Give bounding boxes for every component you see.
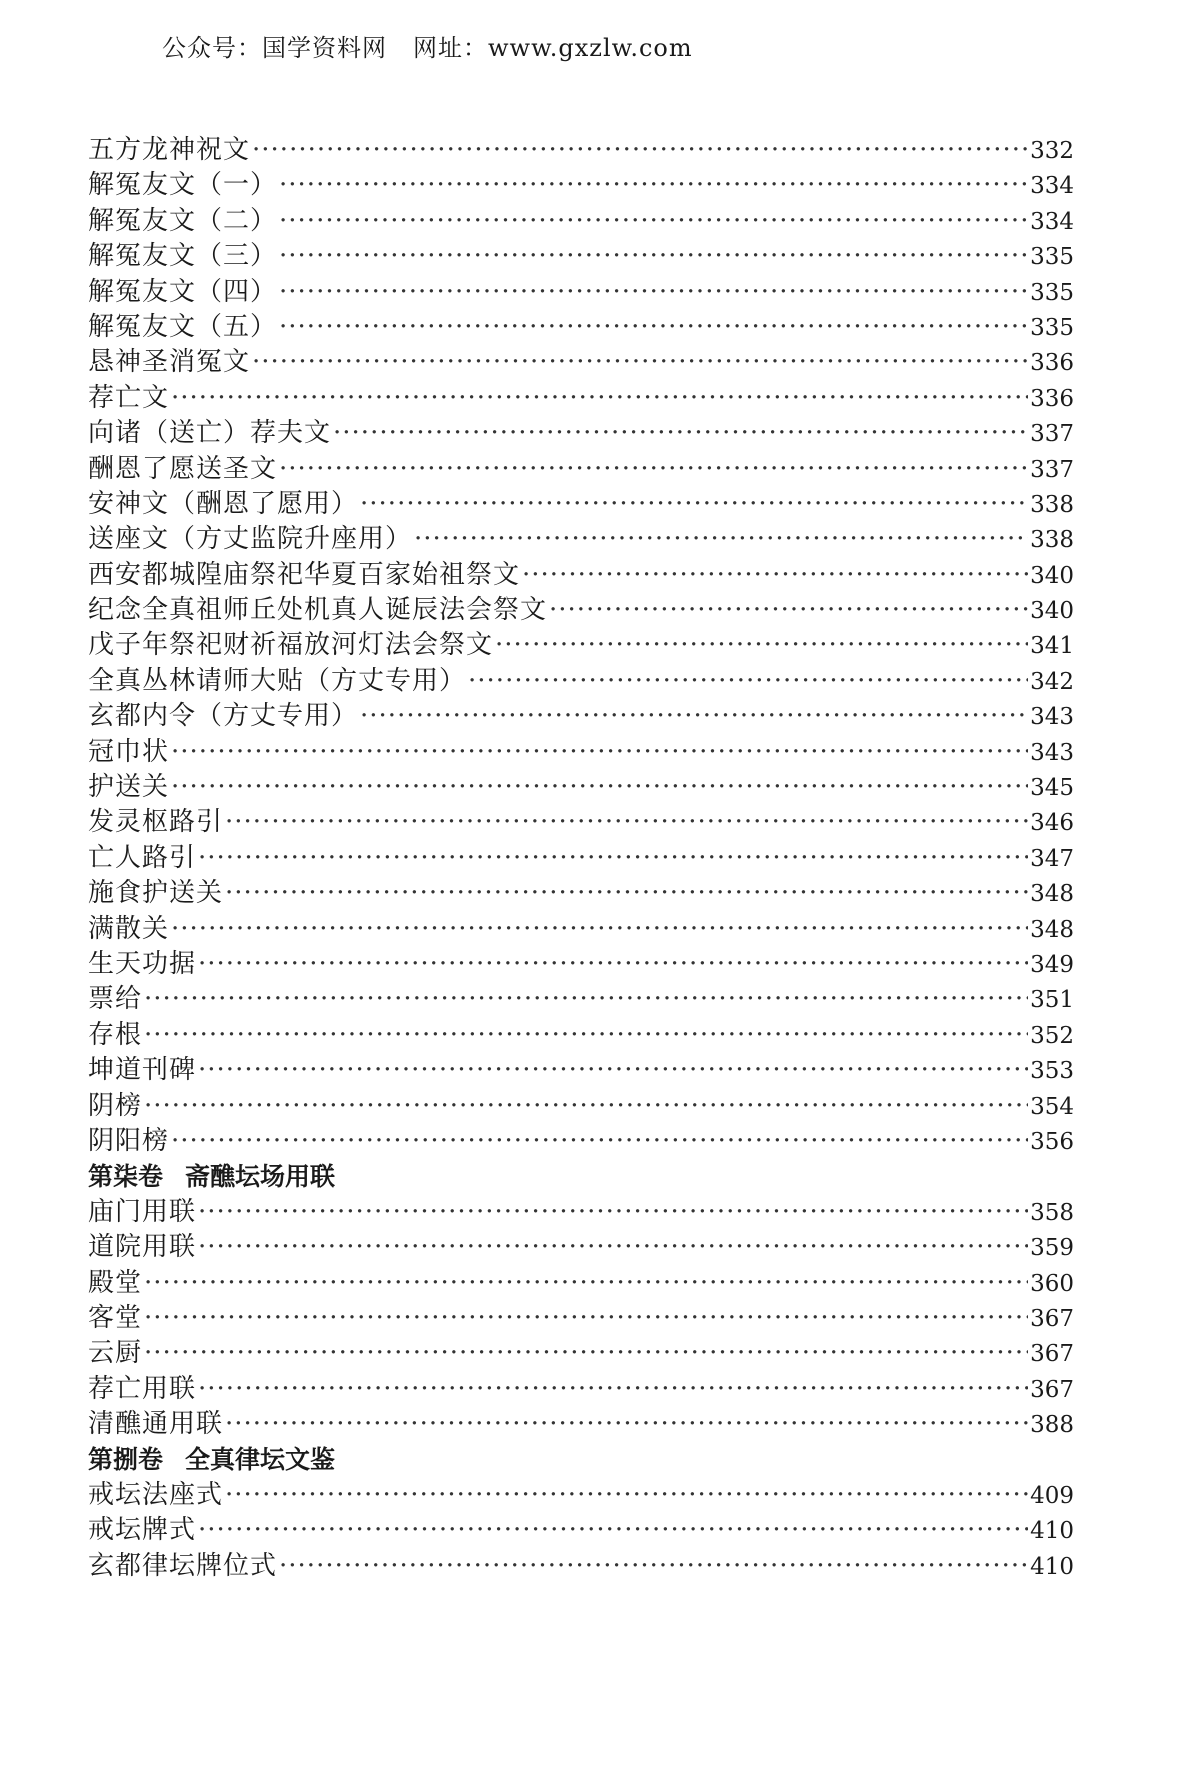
toc-entry-page: 347 [1030, 845, 1074, 872]
toc-entry-title: 玄都内令（方丈专用） [88, 701, 359, 732]
section-volume-number: 第柒卷 [88, 1162, 164, 1192]
toc-entry [88, 416, 1074, 451]
toc-leader-dots [144, 1018, 1028, 1053]
toc-entry-title: 戒坛牌式 [88, 1515, 197, 1546]
toc-entry-page: 410 [1030, 1553, 1074, 1580]
toc-leader-dots [171, 1124, 1028, 1159]
toc-entry-title: 阴阳榜 [88, 1125, 170, 1156]
toc-leader-dots [144, 1301, 1028, 1336]
toc-entry [88, 1336, 1074, 1371]
toc-entry-title: 送座文（方丈监院升座用） [88, 524, 413, 555]
toc-group-1 [88, 133, 1074, 1159]
toc-entry [88, 735, 1074, 770]
toc-entry-title: 阴榜 [88, 1090, 143, 1121]
toc-entry [88, 1089, 1074, 1124]
toc-entry-page: 337 [1030, 421, 1074, 448]
toc-entry [88, 1478, 1074, 1513]
toc-entry-title: 酬恩了愿送圣文 [88, 453, 278, 484]
toc-entry-page: 340 [1030, 598, 1074, 625]
toc-entry [88, 1407, 1074, 1442]
toc-entry-title: 纪念全真祖师丘处机真人诞辰法会祭文 [88, 595, 548, 626]
toc-leader-dots [198, 1053, 1028, 1088]
toc-entry-page: 388 [1030, 1412, 1074, 1439]
toc-entry-page: 360 [1030, 1270, 1074, 1297]
toc-entry [88, 664, 1074, 699]
toc-entry-page: 345 [1030, 775, 1074, 802]
toc-entry-page: 359 [1030, 1235, 1074, 1262]
toc-entry-title: 解冤友文（一） [88, 170, 278, 201]
page-header [162, 28, 693, 63]
toc-leader-dots [279, 452, 1028, 487]
section-volume-title: 全真律坛文鉴 [185, 1445, 336, 1475]
toc-entry [88, 487, 1074, 522]
toc-entry-page: 342 [1030, 668, 1074, 695]
toc-entry-page: 332 [1030, 138, 1074, 164]
toc-entry [88, 912, 1074, 947]
toc-leader-dots [225, 876, 1028, 911]
toc-entry-page: 351 [1030, 987, 1074, 1014]
toc-entry-page: 338 [1030, 527, 1074, 554]
toc-leader-dots [144, 1266, 1028, 1301]
toc-entry [88, 1124, 1074, 1159]
toc-entry-page: 353 [1030, 1058, 1074, 1085]
toc-entry [88, 381, 1074, 416]
toc-entry-title: 护送关 [88, 772, 170, 803]
toc-entry [88, 310, 1074, 345]
toc-entry [88, 522, 1074, 557]
toc-entry-title: 荐亡文 [88, 382, 170, 413]
toc-entry-title: 解冤友文（二） [88, 205, 278, 236]
toc-entry [88, 133, 1074, 168]
toc-entry-title: 解冤友文（四） [88, 276, 278, 307]
toc-entry [88, 1301, 1074, 1336]
toc-entry [88, 628, 1074, 663]
toc-entry [88, 1549, 1074, 1584]
toc-entry-title: 庙门用联 [88, 1196, 197, 1227]
toc-leader-dots [198, 1513, 1028, 1548]
toc-entry [88, 1266, 1074, 1301]
toc-entry [88, 275, 1074, 310]
toc-entry-page: 340 [1030, 562, 1074, 589]
section-heading-vol8 [88, 1442, 1074, 1477]
toc-entry [88, 204, 1074, 239]
toc-entry-page: 336 [1030, 350, 1074, 377]
toc-leader-dots [144, 1336, 1028, 1371]
toc-entry-title: 解冤友文（三） [88, 241, 278, 272]
toc-entry-title: 发灵枢路引 [88, 807, 224, 838]
toc-leader-dots [198, 947, 1028, 982]
toc-leader-dots [198, 841, 1028, 876]
toc-entry [88, 982, 1074, 1017]
toc-leader-dots [198, 1195, 1028, 1230]
toc-leader-dots [360, 699, 1028, 734]
toc-leader-dots [171, 770, 1028, 805]
toc-entry-page: 358 [1030, 1199, 1074, 1226]
toc-entry-page: 367 [1030, 1305, 1074, 1332]
toc-leader-dots [252, 133, 1028, 168]
toc-entry [88, 1053, 1074, 1088]
toc-entry-title: 荐亡用联 [88, 1373, 197, 1404]
toc-leader-dots [252, 345, 1028, 380]
toc-entry-title: 恳神圣消冤文 [88, 347, 251, 378]
toc-entry-page: 337 [1030, 456, 1074, 483]
toc-entry [88, 1513, 1074, 1548]
toc-entry-title: 殿堂 [88, 1267, 143, 1298]
toc-entry [88, 593, 1074, 628]
toc-entry [88, 770, 1074, 805]
toc-entry-title: 安神文（酬恩了愿用） [88, 488, 359, 519]
toc-entry-page: 335 [1030, 279, 1074, 306]
toc-leader-dots [198, 1230, 1028, 1265]
toc-entry-title: 五方龙神祝文 [88, 135, 251, 165]
toc-entry-page: 335 [1030, 314, 1074, 341]
toc-leader-dots [198, 1372, 1028, 1407]
toc-leader-dots [225, 1478, 1028, 1513]
toc-entry-title: 票给 [88, 984, 143, 1015]
toc-leader-dots [468, 664, 1028, 699]
toc-leader-dots [279, 275, 1028, 310]
toc-entry-title: 西安都城隍庙祭祀华夏百家始祖祭文 [88, 559, 521, 590]
toc-entry-title: 客堂 [88, 1302, 143, 1333]
toc-entry-title: 满散关 [88, 913, 170, 944]
toc-entry-title: 玄都律坛牌位式 [88, 1550, 278, 1581]
toc-entry [88, 876, 1074, 911]
toc-group-3 [88, 1478, 1074, 1584]
toc-entry-title: 道院用联 [88, 1232, 197, 1263]
section-heading-vol7 [88, 1159, 1074, 1194]
toc-leader-dots [360, 487, 1028, 522]
header-website: 网址：www.gxzlw.com [413, 34, 693, 62]
toc-leader-dots [225, 805, 1028, 840]
toc-entry-page: 346 [1030, 810, 1074, 837]
section-volume-title: 斋醮坛场用联 [185, 1162, 336, 1192]
toc-entry-page: 348 [1030, 881, 1074, 908]
toc-entry-page: 409 [1030, 1482, 1074, 1509]
toc-entry-title: 向诸（送亡）荐夫文 [88, 418, 332, 449]
toc-entry-title: 清醮通用联 [88, 1409, 224, 1440]
toc-entry-title: 解冤友文（五） [88, 311, 278, 342]
toc-entry-title: 全真丛林请师大贴（方丈专用） [88, 665, 467, 696]
toc-entry [88, 239, 1074, 274]
toc-leader-dots [225, 1407, 1028, 1442]
toc-entry-page: 367 [1030, 1376, 1074, 1403]
toc-entry-title: 存根 [88, 1019, 143, 1050]
toc-leader-dots [495, 628, 1028, 663]
toc-entry-title: 冠巾状 [88, 736, 170, 767]
toc-leader-dots [279, 204, 1028, 239]
toc-leader-dots [171, 381, 1028, 416]
toc-entry-title: 戒坛法座式 [88, 1479, 224, 1510]
toc-leader-dots [171, 735, 1028, 770]
toc-leader-dots [522, 558, 1028, 593]
toc-entry [88, 1195, 1074, 1230]
toc-entry-page: 354 [1030, 1093, 1074, 1120]
toc-entry-title: 施食护送关 [88, 878, 224, 909]
toc-leader-dots [279, 1549, 1028, 1584]
toc-entry [88, 1018, 1074, 1053]
toc-leader-dots [414, 522, 1028, 557]
toc-entry-page: 343 [1030, 739, 1074, 766]
toc-entry-page: 338 [1030, 491, 1074, 518]
toc-entry [88, 805, 1074, 840]
toc-entry-title: 坤道刊碑 [88, 1055, 197, 1086]
toc-leader-dots [279, 239, 1028, 274]
section-volume-number: 第捌卷 [88, 1445, 164, 1475]
table-of-contents [88, 133, 1074, 1584]
toc-entry-page: 335 [1030, 244, 1074, 271]
toc-entry-page: 349 [1030, 951, 1074, 978]
toc-entry [88, 1230, 1074, 1265]
toc-entry-page: 336 [1030, 385, 1074, 412]
toc-entry-page: 343 [1030, 704, 1074, 731]
toc-entry-page: 352 [1030, 1022, 1074, 1049]
toc-entry-title: 戊子年祭祀财祈福放河灯法会祭文 [88, 630, 494, 661]
toc-entry-page: 410 [1030, 1518, 1074, 1545]
toc-entry-page: 341 [1030, 633, 1074, 660]
toc-leader-dots [279, 310, 1028, 345]
toc-leader-dots [144, 982, 1028, 1017]
toc-leader-dots [333, 416, 1028, 451]
toc-entry [88, 558, 1074, 593]
toc-entry-title: 亡人路引 [88, 842, 197, 873]
header-wechat-account: 公众号：国学资料网 [162, 34, 387, 62]
toc-entry-page: 356 [1030, 1128, 1074, 1155]
toc-entry-title: 云厨 [88, 1338, 143, 1369]
toc-entry-title: 生天功据 [88, 948, 197, 979]
toc-leader-dots [144, 1089, 1028, 1124]
toc-entry [88, 841, 1074, 876]
toc-entry [88, 345, 1074, 380]
toc-entry [88, 452, 1074, 487]
toc-entry [88, 699, 1074, 734]
toc-leader-dots [171, 912, 1028, 947]
toc-entry [88, 168, 1074, 203]
toc-entry-page: 367 [1030, 1341, 1074, 1368]
toc-leader-dots [549, 593, 1028, 628]
toc-entry-page: 348 [1030, 916, 1074, 943]
toc-entry [88, 1372, 1074, 1407]
toc-leader-dots [279, 168, 1028, 203]
toc-entry-page: 334 [1030, 208, 1074, 235]
toc-group-2 [88, 1195, 1074, 1443]
toc-entry-page: 334 [1030, 173, 1074, 200]
toc-entry [88, 947, 1074, 982]
